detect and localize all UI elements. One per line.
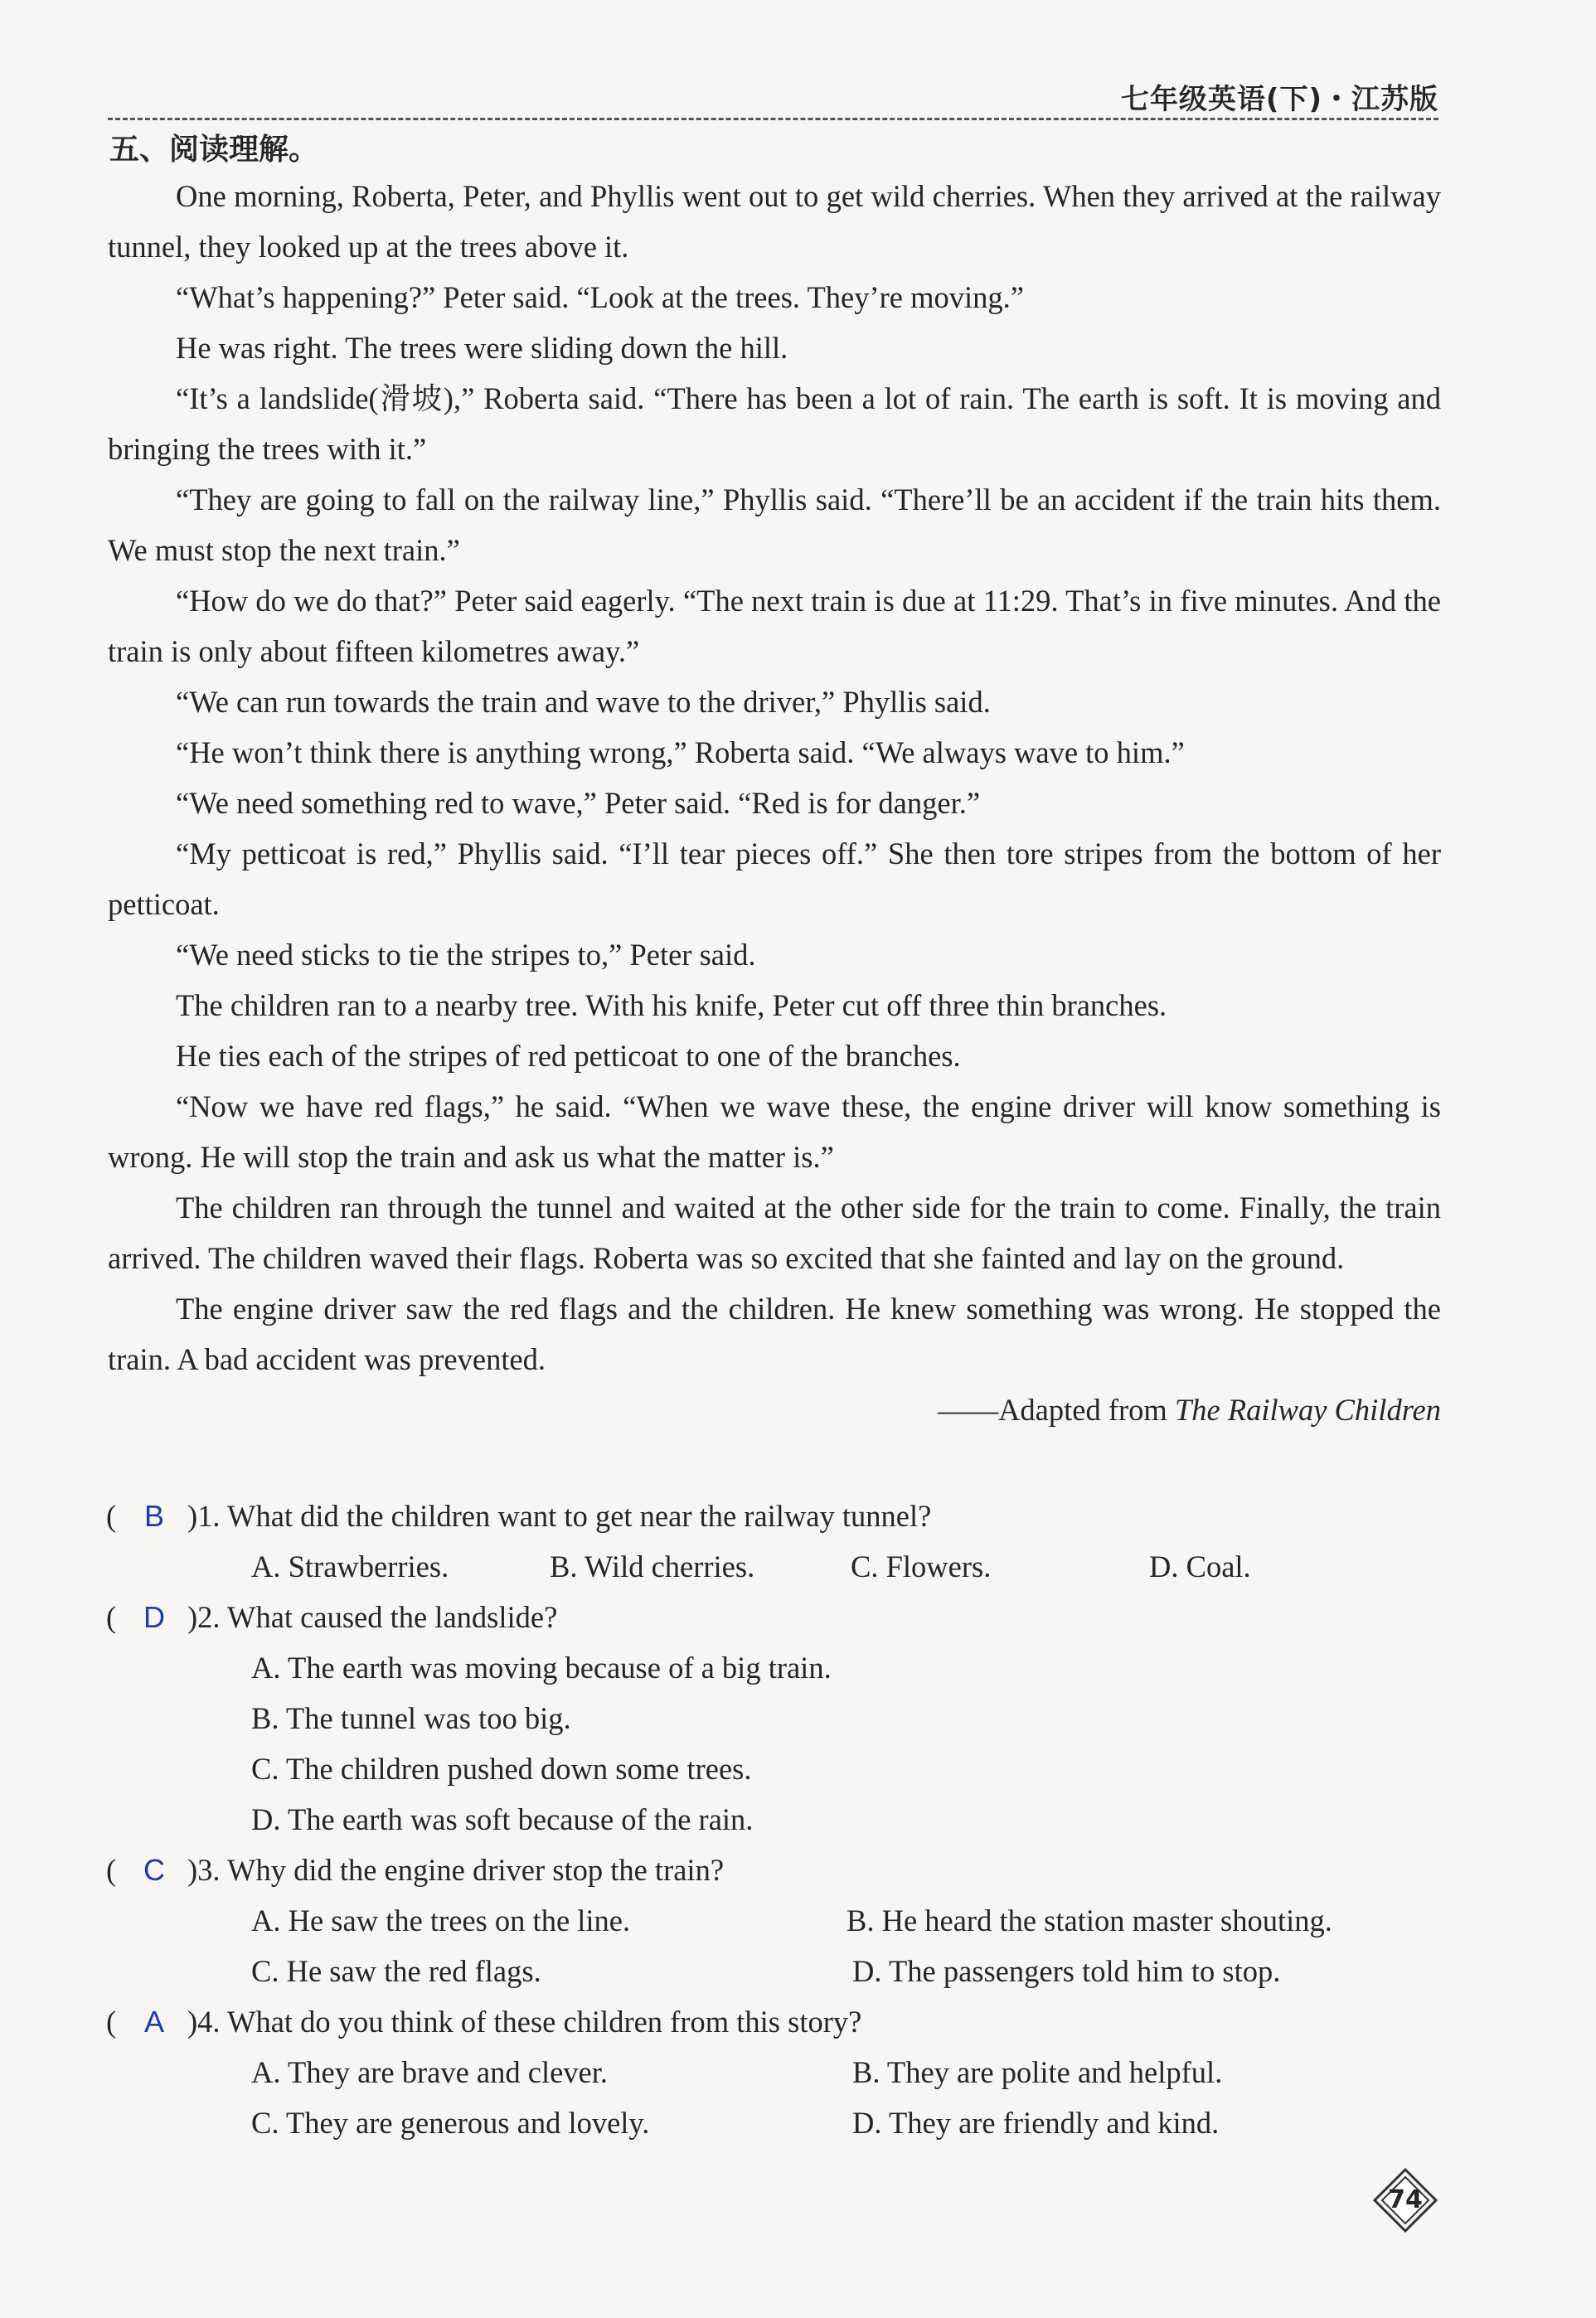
passage-paragraph: “Now we have red flags,” he said. “When we wave these, the engine driver will know something is wrong. He will stop the train and ask us what the matter is.” [108,1089,1441,1174]
passage-paragraph: “We need something red to wave,” Peter said. “Red is for danger.” [176,786,981,820]
question-stem: )1. What did the children want to get near the railway tunnel? [187,1499,932,1533]
option-c: C. He saw the red flags. [251,1954,541,1988]
question-stem: )2. What caused the landslide? [187,1600,558,1634]
option-d: D. Coal. [1149,1549,1251,1583]
passage-paragraph: One morning, Roberta, Peter, and Phyllis went out to get wild cherries. When they arrived at the railway tunnel, they looked up at the trees above it. [108,179,1441,264]
reading-passage [108,171,1441,1435]
option-b: B. He heard the station master shouting. [847,1903,1332,1937]
page-number: 74 [1388,2185,1423,2214]
question-4 [106,1996,1449,2047]
answer-2: D [143,1600,165,1634]
options-row [106,2047,1449,2097]
option-b: B. The tunnel was too big. [251,1701,571,1735]
answer-bracket: ( [106,1853,117,1887]
passage-paragraph: The children ran to a nearby tree. With his knife, Peter cut off three thin branches. [176,988,1167,1022]
passage-source [108,1384,1441,1435]
passage-paragraph: He was right. The trees were sliding down the hill. [176,331,788,365]
passage-paragraph: The children ran through the tunnel and waited at the other side for the train to come. Finally, the train arrived. The children waved their flags. Roberta was so excited that she fainted and lay on the ground. [108,1191,1441,1275]
option-c: C. They are generous and lovely. [251,2106,650,2140]
answer-bracket: ( [106,2005,117,2039]
options-row [106,1743,1449,1794]
page-number-badge [1372,2167,1438,2233]
source-title: The Railway Children [1174,1393,1441,1427]
passage-paragraph: “We need sticks to tie the stripes to,” Peter said. [176,938,756,972]
passage-paragraph: “My petticoat is red,” Phyllis said. “I’ll tear pieces off.” She then tore stripes from the bottom of her petticoat. [108,837,1441,921]
answer-bracket: ( [106,1499,117,1533]
options-row [106,1642,1449,1693]
answer-3: C [143,1853,165,1887]
options-row [106,1895,1449,1946]
passage-paragraph: “How do we do that?” Peter said eagerly. “The next train is due at 11:29. That’s in five minutes. And the train is only about fifteen kilometres away.” [108,584,1441,668]
option-a: A. The earth was moving because of a big train. [251,1651,832,1685]
passage-paragraph: “What’s happening?” Peter said. “Look at the trees. They’re moving.” [176,280,1024,314]
source-prefix: ——Adapted from [938,1393,1175,1427]
header-title: 七年级英语(下)・江苏版 [1120,83,1438,116]
option-a: A. Strawberries. [251,1549,449,1583]
question-list [106,1491,1449,2148]
option-a: A. He saw the trees on the line. [251,1903,631,1937]
page-header [108,68,1438,120]
option-d: D. The passengers told him to stop. [852,1954,1281,1988]
passage-paragraph: “We can run towards the train and wave to the driver,” Phyllis said. [176,685,991,719]
passage-paragraph: “It’s a landslide(滑坡),” Roberta said. “There has been a lot of rain. The earth is soft. It is moving and bringing the trees with it.” [108,381,1441,466]
passage-paragraph: He ties each of the stripes of red petticoat to one of the branches. [176,1039,961,1073]
option-d: D. They are friendly and kind. [852,2106,1220,2140]
option-c: C. Flowers. [851,1549,992,1583]
option-c: C. The children pushed down some trees. [251,1752,752,1786]
answer-4: A [143,2005,164,2039]
option-a: A. They are brave and clever. [251,2055,609,2089]
options-row [106,1541,1449,1592]
question-stem: )3. Why did the engine driver stop the train? [187,1853,725,1887]
option-b: B. They are polite and helpful. [852,2055,1223,2089]
passage-paragraph: “He won’t think there is anything wrong,” Roberta said. “We always wave to him.” [176,735,1185,769]
option-d: D. The earth was soft because of the rain. [251,1802,754,1836]
options-row [106,1693,1449,1743]
options-row [106,1946,1449,1996]
answer-bracket: ( [106,1600,117,1634]
options-row [106,1794,1449,1845]
question-1 [106,1491,1449,1541]
question-2 [106,1592,1449,1642]
passage-paragraph: “They are going to fall on the railway line,” Phyllis said. “There’ll be an accident if the train hits them. We must stop the next train.” [108,483,1441,567]
section-title: 五、阅读理解。 [109,133,319,167]
option-b: B. Wild cherries. [550,1549,755,1583]
answer-1: B [143,1499,164,1533]
options-row [106,2097,1449,2148]
passage-paragraph: The engine driver saw the red flags and the children. He knew something was wrong. He stopped the train. A bad accident was prevented. [108,1292,1441,1376]
question-stem: )4. What do you think of these children from this story? [187,2005,862,2039]
question-3 [106,1845,1449,1895]
